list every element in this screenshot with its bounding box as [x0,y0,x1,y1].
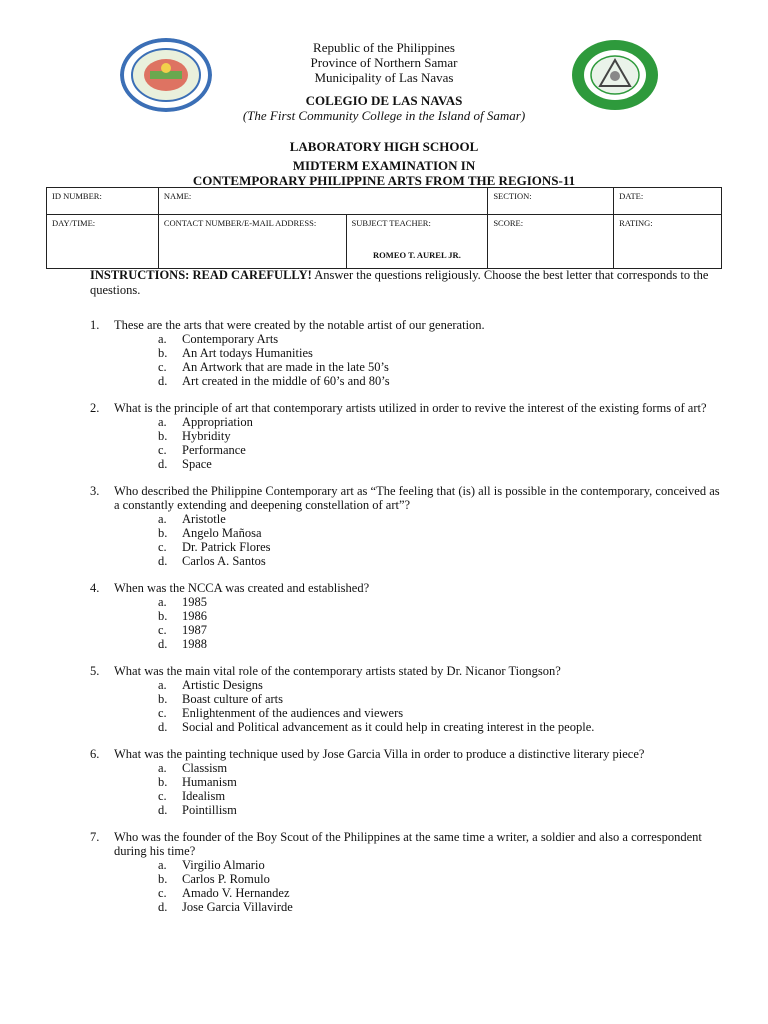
question-text: What was the main vital role of the contemporary artists stated by Dr. Nicanor Tiongson? [114,664,561,678]
option-item[interactable] [158,429,720,443]
option-text: An Artwork that are made in the late 50’s [182,360,389,374]
option-text: Hybridity [182,429,231,443]
option-letter: d. [158,637,168,651]
question-number: 4. [90,581,100,595]
option-text: 1988 [182,637,207,651]
option-letter: a. [158,858,167,872]
exam-title-line2: CONTEMPORARY PHILIPPINE ARTS FROM THE REGIONS-11 [192,173,576,188]
option-letter: b. [158,872,168,886]
question-text: These are the arts that were created by the notable artist of our generation. [114,318,485,332]
option-letter: d. [158,374,168,388]
option-letter: b. [158,526,168,540]
government-header [0,40,768,85]
contact-field[interactable]: CONTACT NUMBER/E-MAIL ADDRESS: [158,215,346,269]
option-text: Artistic Designs [182,678,263,692]
option-item[interactable] [158,415,720,429]
option-text: Pointillism [182,803,237,817]
score-field[interactable]: SCORE: [488,215,614,269]
option-text: Art created in the middle of 60’s and 80’s [182,374,390,388]
option-letter: d. [158,720,168,734]
student-info-table [46,187,722,269]
question-list [90,318,720,927]
option-item[interactable] [158,789,720,803]
option-list [114,858,720,914]
option-letter: d. [158,900,168,914]
option-text: Amado V. Hernandez [182,886,290,900]
option-letter: a. [158,678,167,692]
option-text: 1986 [182,609,207,623]
option-item[interactable] [158,886,720,900]
option-item[interactable] [158,512,720,526]
option-item[interactable] [158,803,720,817]
section-field[interactable]: SECTION: [488,188,614,215]
option-text: Appropriation [182,415,253,429]
question-number: 1. [90,318,100,332]
question-number: 2. [90,401,100,415]
option-text: Jose Garcia Villavirde [182,900,293,914]
option-item[interactable] [158,872,720,886]
option-item[interactable] [158,678,720,692]
question-number: 6. [90,747,100,761]
option-letter: c. [158,706,167,720]
teacher-name: ROMEO T. AUREL JR. [373,250,461,260]
subject-teacher-field: SUBJECT TEACHER: ROMEO T. AUREL JR. [346,215,488,269]
option-list [114,761,720,817]
option-list [114,332,720,388]
option-item[interactable] [158,692,720,706]
option-text: Enlightenment of the audiences and viewers [182,706,404,720]
option-letter: a. [158,595,167,609]
option-item[interactable] [158,332,720,346]
option-letter: c. [158,540,167,554]
option-letter: b. [158,609,168,623]
question-text: What was the painting technique used by Jose Garcia Villa in order to produce a distinctive literary piece? [114,747,645,761]
date-field[interactable]: DATE: [614,188,722,215]
option-item[interactable] [158,900,720,914]
option-text: Performance [182,443,246,457]
option-letter: c. [158,623,167,637]
option-letter: a. [158,761,167,775]
question-item [90,484,720,568]
option-item[interactable] [158,443,720,457]
question-item [90,664,720,734]
option-text: Idealism [182,789,226,803]
option-text: Carlos P. Romulo [182,872,270,886]
option-text: 1987 [182,623,207,637]
option-item[interactable] [158,858,720,872]
option-text: Space [182,457,212,471]
question-item [90,747,720,817]
option-list [114,512,720,568]
option-letter: c. [158,886,167,900]
option-letter: d. [158,457,168,471]
option-item[interactable] [158,374,720,388]
option-text: Classism [182,761,228,775]
option-item[interactable] [158,554,720,568]
header-republic: Republic of the Philippines [313,40,455,55]
option-item[interactable] [158,609,720,623]
question-item [90,401,720,471]
option-letter: c. [158,789,167,803]
question-item [90,581,720,651]
option-text: Aristotle [182,512,226,526]
college-name: COLEGIO DE LAS NAVAS [305,93,463,108]
question-number: 3. [90,484,100,498]
option-text: 1985 [182,595,207,609]
option-letter: b. [158,346,168,360]
option-list [114,595,720,651]
option-letter: b. [158,429,168,443]
option-item[interactable] [158,706,720,720]
option-letter: b. [158,775,168,789]
option-item[interactable] [158,761,720,775]
option-text: Humanism [182,775,237,789]
option-text: Angelo Mañosa [182,526,262,540]
option-item[interactable] [158,457,720,471]
option-text: Social and Political advancement as it could help in creating interest in the people. [182,720,595,734]
question-text: Who was the founder of the Boy Scout of the Philippines at the same time a writer, a soldier and also a correspondent during his time? [114,830,702,858]
college-tagline: (The First Community College in the Island of Samar) [242,108,526,123]
option-item[interactable] [158,360,720,374]
option-item[interactable] [158,775,720,789]
exam-title-line1: MIDTERM EXAMINATION IN [292,158,476,173]
option-letter: d. [158,803,168,817]
option-text: Dr. Patrick Flores [182,540,271,554]
option-item[interactable] [158,623,720,637]
question-number: 5. [90,664,100,678]
option-text: Boast culture of arts [182,692,284,706]
question-item [90,830,720,914]
instructions-text: Answer the questions religiously. Choose the best letter that corresponds to the questions. [90,268,709,297]
option-item[interactable] [158,540,720,554]
option-letter: d. [158,554,168,568]
header-municipality: Municipality of Las Navas [314,70,454,85]
id-number-field[interactable]: ID NUMBER: [47,188,159,215]
question-text: What is the principle of art that contemporary artists utilized in order to revive the interest of the existing forms of art? [114,401,707,415]
instructions-label: INSTRUCTIONS: READ CAREFULLY! [90,268,312,282]
option-item[interactable] [158,720,720,734]
option-letter: b. [158,692,168,706]
question-text: When was the NCCA was created and established? [114,581,370,595]
option-text: Contemporary Arts [182,332,279,346]
option-list [114,678,720,734]
option-text: Carlos A. Santos [182,554,266,568]
option-item[interactable] [158,637,720,651]
day-time-field[interactable]: DAY/TIME: [47,215,159,269]
option-text: An Art todays Humanities [182,346,313,360]
school-name: LABORATORY HIGH SCHOOL [289,139,479,154]
option-list [114,415,720,471]
header-province: Province of Northern Samar [310,55,458,70]
name-field[interactable]: NAME: [158,188,487,215]
option-text: Virgilio Almario [182,858,265,872]
instructions [90,268,730,298]
option-letter: c. [158,360,167,374]
question-text: Who described the Philippine Contemporary art as “The feeling that (is) all is possible in the contemporary, conceived as a constantly extending and deepening constellation of art”? [114,484,720,512]
option-letter: a. [158,415,167,429]
option-item[interactable] [158,595,720,609]
option-item[interactable] [158,526,720,540]
question-number: 7. [90,830,100,844]
option-letter: c. [158,443,167,457]
option-letter: a. [158,332,167,346]
option-letter: a. [158,512,167,526]
option-item[interactable] [158,346,720,360]
rating-field[interactable]: RATING: [614,215,722,269]
question-item [90,318,720,388]
